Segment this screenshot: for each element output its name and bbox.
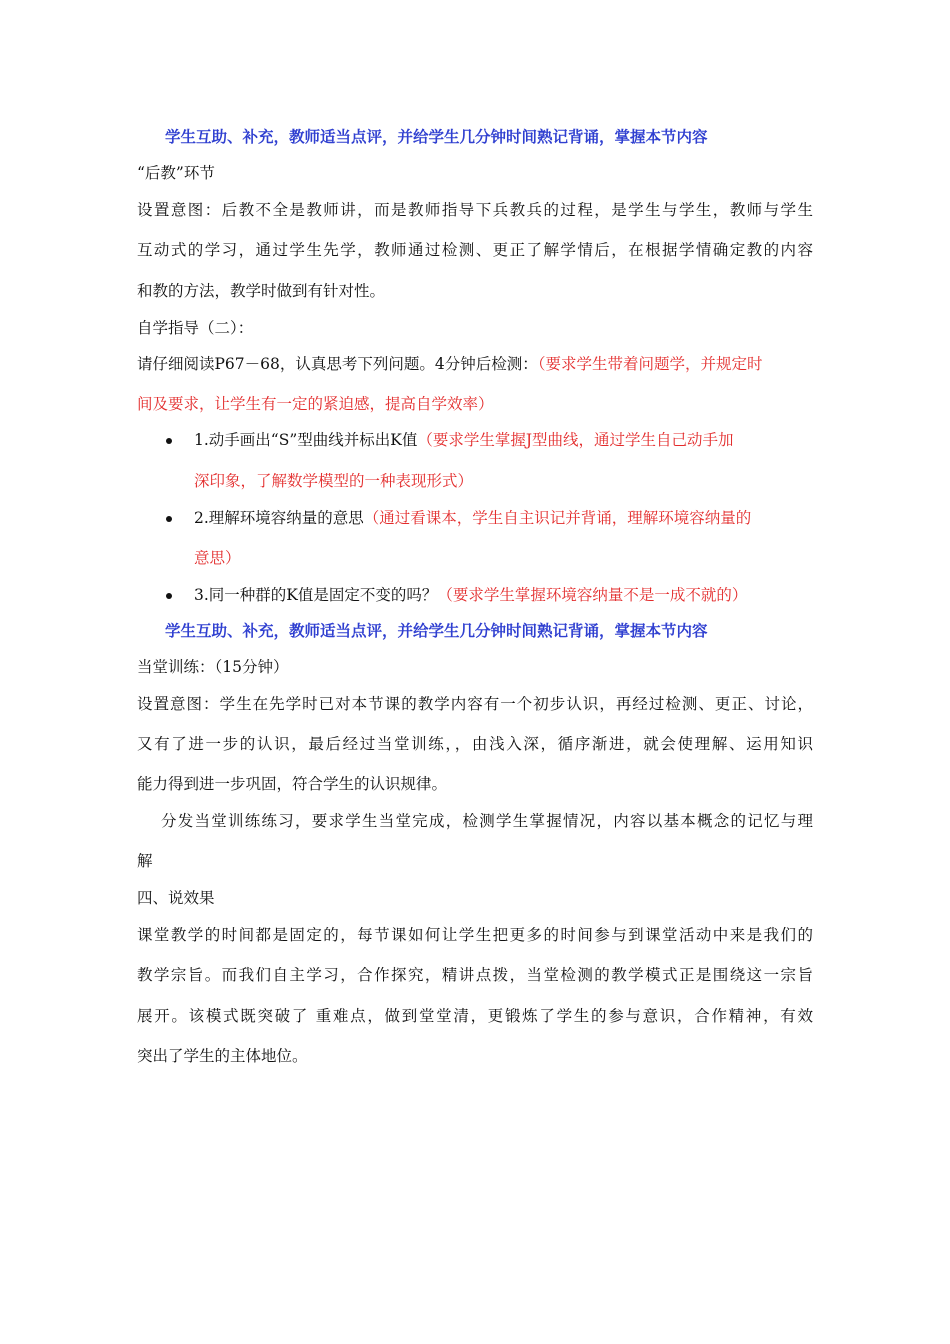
list-item-text: 2.理解环境容纳量的意思 [194,509,364,527]
paragraph-line [137,354,763,374]
classroom-training-heading: 当堂训练：（15分钟） [137,658,289,676]
paragraph-line: 和教的方法，教学时做到有针对性。 [137,282,386,300]
teacher-note: 间及要求，让学生有一定的紧迫感，提高自学效率） [137,395,494,413]
peer-review-note-1: 学生互助、补充，教师适当点评，并给学生几分钟时间熟记背诵，掌握本节内容 [165,127,708,146]
section-heading-houjiao: “后教”环节 [137,164,215,182]
teacher-note: （要求学生带着问题学，并规定时 [537,355,763,373]
teacher-note: 意思） [194,549,241,567]
paragraph-line: 解 [137,852,153,870]
paragraph-line: 突出了学生的主体地位。 [137,1047,308,1065]
paragraph-line: 展开。该模式既突破了 重难点，做到堂堂清，更锻炼了学生的参与意识，合作精神，有效 [137,1007,813,1025]
paragraph-line: 设置意图：学生在先学时已对本节课的教学内容有一个初步认识，再经过检测、更正、讨论， [137,695,813,713]
list-item [194,585,747,605]
teacher-note: （通过看课本，学生自主识记并背诵，理解环境容纳量的 [363,509,752,527]
paragraph-line: 又有了进一步的认识，最后经过当堂训练，，由浅入深，循序渐进，就会使理解、运用知识 [137,735,813,753]
section-heading-effects: 四、说效果 [137,889,215,907]
bullet-dot [166,438,172,444]
paragraph-line: 教学宗旨。而我们自主学习，合作探究，精讲点拨，当堂检测的教学模式正是围绕这一宗旨 [137,966,813,984]
self-study-guide-heading: 自学指导（二）： [137,319,254,337]
instruction-text: 请仔细阅读P67－68，认真思考下列问题。4分钟后检测： [137,355,538,373]
paragraph-line: 能力得到进一步巩固，符合学生的认识规律。 [137,775,448,793]
paragraph-line: 课堂教学的时间都是固定的，每节课如何让学生把更多的时间参与到课堂活动中来是我们的 [137,926,813,944]
paragraph-line: 互动式的学习，通过学生先学，教师通过检测、更正了解学情后，在根据学情确定教的内容 [137,241,813,259]
paragraph-line: 分发当堂训练练习，要求学生当堂完成，检测学生掌握情况，内容以基本概念的记忆与理 [161,812,813,830]
peer-review-note-2: 学生互助、补充，教师适当点评，并给学生几分钟时间熟记背诵，掌握本节内容 [165,621,708,640]
paragraph-line: 设置意图：后教不全是教师讲，而是教师指导下兵教兵的过程，是学生与学生，教师与学生 [137,201,813,219]
list-item-text: 1.动手画出“S”型曲线并标出K值 [194,431,418,449]
bullet-dot [166,593,172,599]
list-item [194,508,751,528]
list-item [194,430,734,450]
bullet-dot [166,516,172,522]
list-item-text: 3.同一种群的K值是固定不变的吗？ [194,586,438,604]
teacher-note: 深印象，了解数学模型的一种表现形式） [194,472,474,490]
teacher-note: （要求学生掌握J型曲线，通过学生自己动手加 [417,431,734,449]
teacher-note: （要求学生掌握环境容纳量不是一成不就的） [437,586,748,604]
